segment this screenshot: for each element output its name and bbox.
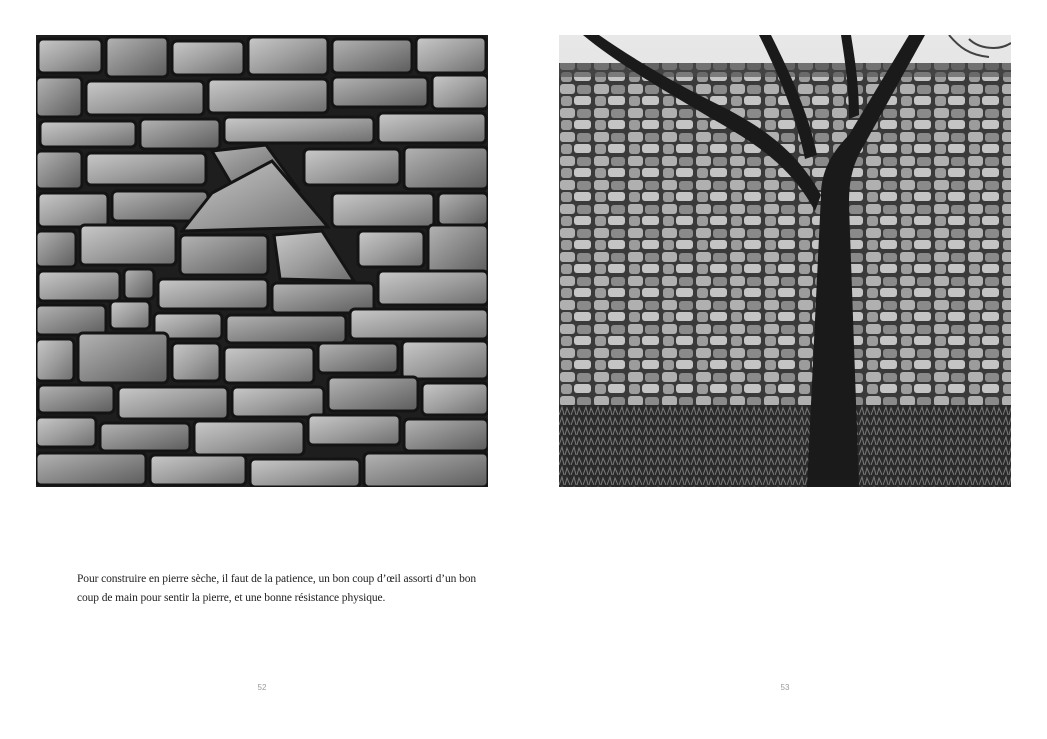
right-page xyxy=(523,0,1046,739)
tree-and-wall-photo xyxy=(559,35,1011,487)
caption-text: Pour construire en pierre sèche, il faut de la patience, un bon coup d’œil assorti d’un bon coup de main pour sentir la pierre, et une bonne résistance physique. xyxy=(77,573,477,604)
stone-wall-illustration xyxy=(36,35,488,487)
tree-wall-illustration xyxy=(559,35,1011,487)
stone-wall-photo xyxy=(36,35,488,487)
page-number-left: 52 xyxy=(257,683,267,692)
page-number-right: 53 xyxy=(780,683,790,692)
left-page xyxy=(0,0,523,739)
